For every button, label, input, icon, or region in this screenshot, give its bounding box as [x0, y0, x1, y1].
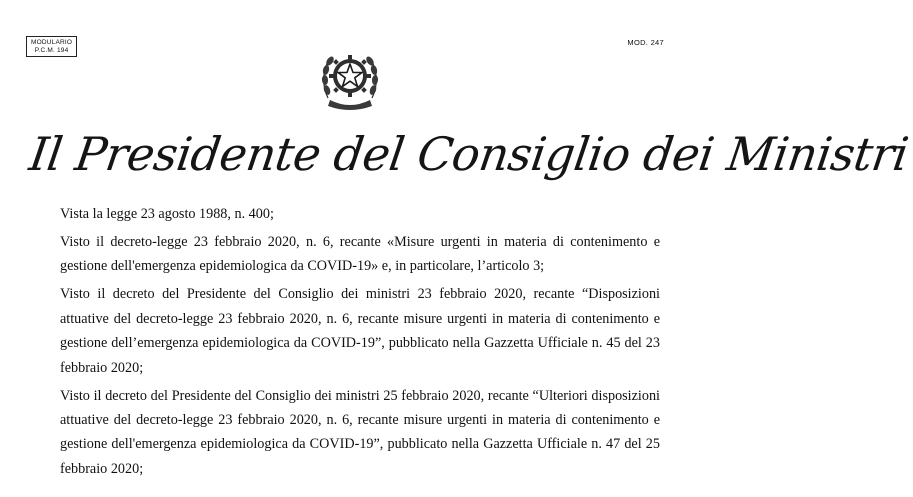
- form-code-line-1: MODULARIO: [31, 39, 73, 46]
- form-code-box: [26, 36, 77, 57]
- paragraph-1: Vista la legge 23 agosto 1988, n. 400;: [60, 206, 274, 222]
- page-title: Il Presidente del Consiglio dei Ministri: [26, 127, 912, 181]
- paragraph-3: Visto il decreto del Presidente del Consiglio dei ministri 23 febbraio 2020, recante “Disposizioni attuative del decreto-legge 23 febbraio 2020, n. 6, recante misure urgenti in materia di contenimento e gestione dell’emergenza epidemiologica da COVID-19”, pubblicato nella Gazzetta Ufficiale n. 45 del 23 febbraio 2020;: [60, 286, 660, 376]
- form-number: MOD. 247: [627, 38, 664, 47]
- paragraph-4: Visto il decreto del Presidente del Consiglio dei ministri 25 febbraio 2020, recante “Ulteriori disposizioni attuative del decreto-legge 23 febbraio 2020, n. 6, recante misure urgenti in materia di contenimento e gestione dell'emergenza epidemiologica da COVID-19”, pubblicato nella Gazzetta Ufficiale n. 47 del 25 febbraio 2020;: [60, 387, 660, 477]
- paragraph-2: Visto il decreto-legge 23 febbraio 2020, n. 6, recante «Misure urgenti in materia di contenimento e gestione dell'emergenza epidemiologica da COVID-19» e, in particolare, l’articolo 3;: [60, 234, 660, 275]
- italian-republic-emblem-icon: [318, 40, 382, 112]
- document-body: [60, 202, 660, 485]
- form-code-line-2: P.C.M. 194: [34, 47, 69, 54]
